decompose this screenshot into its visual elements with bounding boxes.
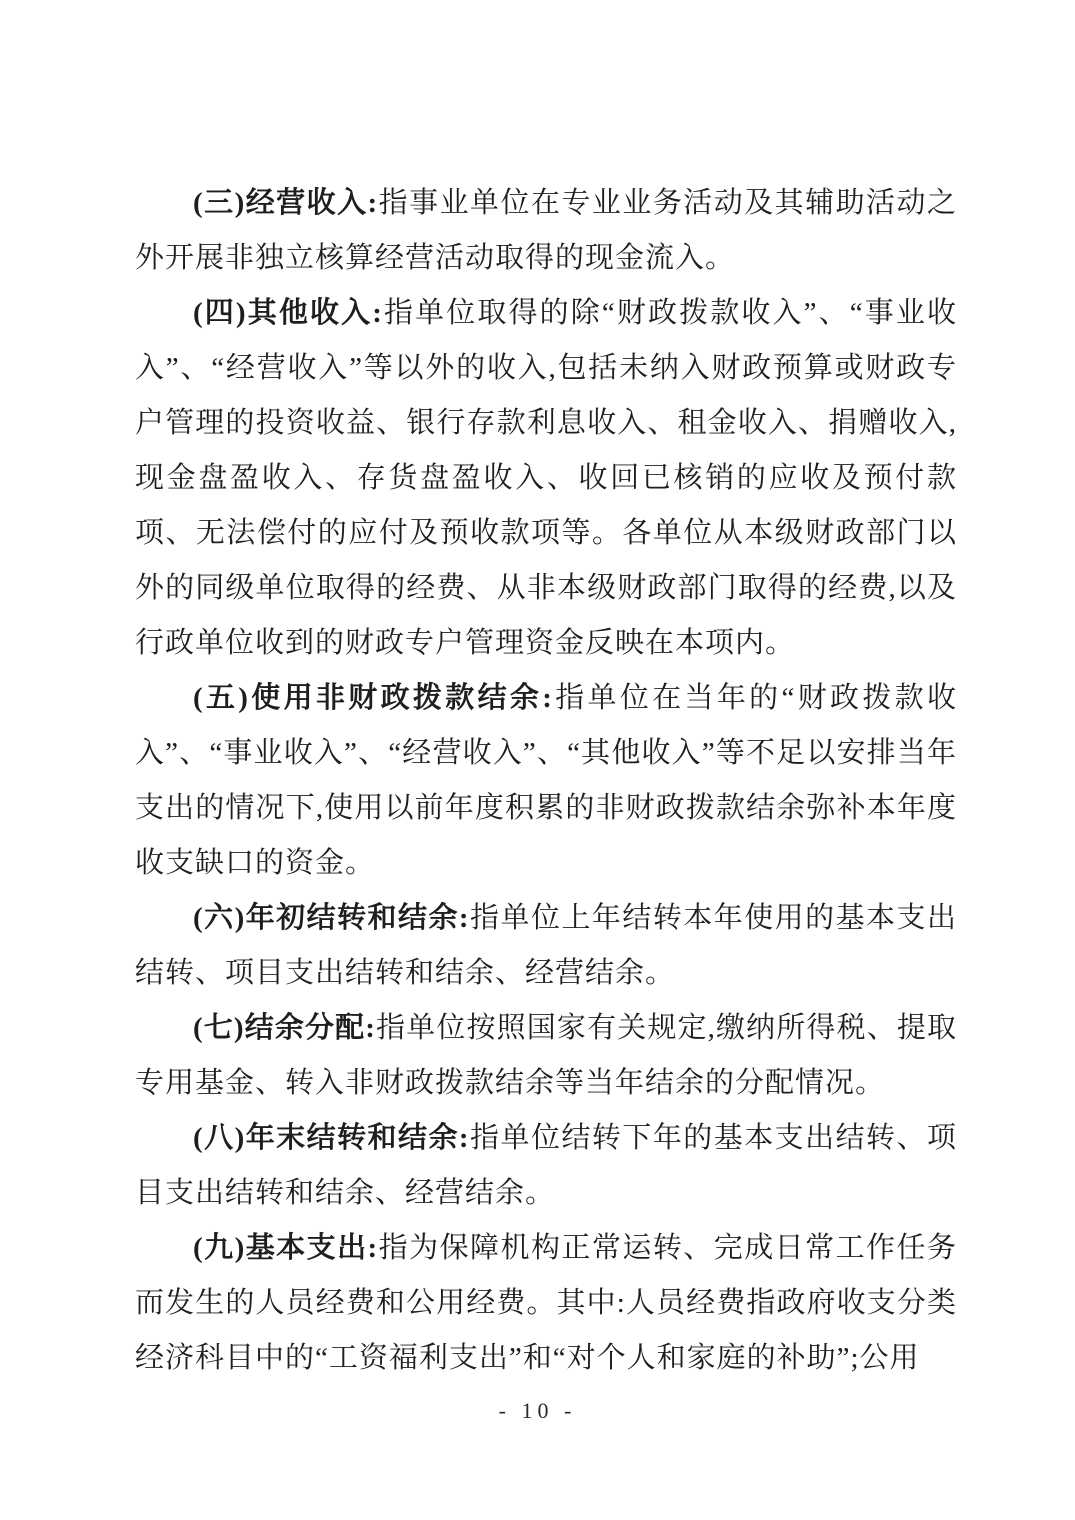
term-heading: (四)其他收入: [193, 297, 383, 329]
term-definition: 指单位结转下年的基本支出结转、项目支出结转和结余、经营结余。 [135, 1122, 957, 1209]
page-number: - 10 - [498, 1398, 577, 1423]
term-definition: 指事业单位在专业业务活动及其辅助活动之外开展非独立核算经营活动取得的现金流入。 [135, 187, 957, 274]
term-heading: (九)基本支出: [193, 1232, 379, 1264]
paragraph-use-of-non-fiscal-appropriation-surplus [135, 671, 957, 891]
paragraph-year-end-carryover-and-surplus [135, 1111, 957, 1221]
page-footer [0, 1398, 1075, 1424]
paragraph-beginning-year-carryover-and-surplus [135, 891, 957, 1001]
term-definition: 指单位上年结转本年使用的基本支出结转、项目支出结转和结余、经营结余。 [135, 902, 957, 989]
term-definition: 指为保障机构正常运转、完成日常工作任务而发生的人员经费和公用经费。其中:人员经费指政府收支分类经济科目中的“工资福利支出”和“对个人和家庭的补助”;公用 [135, 1232, 957, 1374]
term-heading: (八)年末结转和结余: [193, 1122, 470, 1154]
paragraph-other-income [135, 286, 957, 671]
term-definition: 指单位在当年的“财政拨款收入”、“事业收入”、“经营收入”、“其他收入”等不足以安排当年支出的情况下,使用以前年度积累的非财政拨款结余弥补本年度收支缺口的资金。 [135, 682, 957, 879]
paragraph-surplus-distribution [135, 1001, 957, 1111]
term-definition: 指单位取得的除“财政拨款收入”、“事业收入”、“经营收入”等以外的收入,包括未纳入财政预算或财政专户管理的投资收益、银行存款利息收入、租金收入、捐赠收入,现金盘盈收入、存货盘盈收入、收回已核销的应收及预付款项、无法偿付的应付及预收款项等。各单位从本级财政部门以外的同级单位取得的经费、从非本级财政部门取得的经费,以及行政单位收到的财政专户管理资金反映在本项内。 [135, 297, 957, 659]
document-body [135, 176, 957, 1386]
term-definition: 指单位按照国家有关规定,缴纳所得税、提取专用基金、转入非财政拨款结余等当年结余的分配情况。 [135, 1012, 957, 1099]
term-heading: (五)使用非财政拨款结余: [193, 682, 553, 714]
term-heading: (六)年初结转和结余: [193, 902, 470, 934]
term-heading: (七)结余分配: [193, 1012, 376, 1044]
term-heading: (三)经营收入: [193, 187, 379, 219]
paragraph-basic-expenditure [135, 1221, 957, 1386]
paragraph-business-operating-income [135, 176, 957, 286]
